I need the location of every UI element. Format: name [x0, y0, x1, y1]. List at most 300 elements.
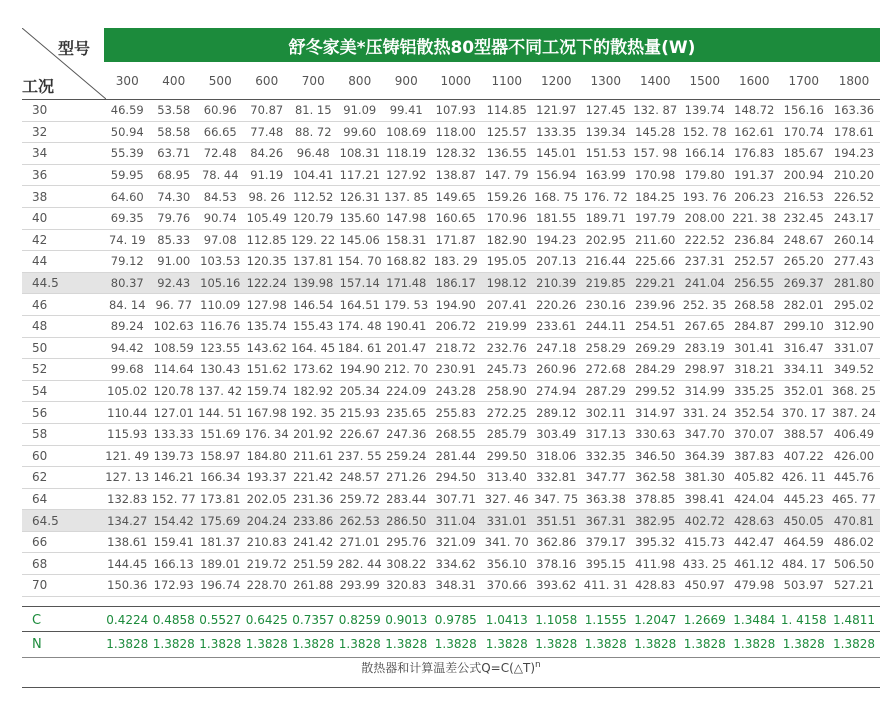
- column-header: 300: [115, 73, 139, 88]
- table-cell: 120.79: [293, 211, 334, 226]
- table-cell: 50.94: [110, 124, 144, 139]
- table-cell: 235.65: [386, 405, 427, 420]
- table-cell: 219.72: [246, 556, 287, 571]
- table-cell: 84.26: [250, 146, 284, 161]
- table-cell: 154.42: [153, 513, 194, 528]
- table-cell: 241.42: [293, 535, 334, 550]
- column-header: 1500: [689, 73, 721, 88]
- table-cell: 368. 25: [832, 384, 876, 399]
- coef-cell: 1.3828: [199, 637, 242, 651]
- table-cell: 99.41: [389, 103, 423, 118]
- table-cell: 465. 77: [832, 491, 876, 506]
- table-cell: 200.94: [783, 168, 824, 183]
- coef-cell: 1.0413: [485, 613, 528, 627]
- column-header: 500: [208, 73, 232, 88]
- table-cell: 189.71: [585, 211, 626, 226]
- table-cell: 121.97: [536, 103, 577, 118]
- table-cell: 185.67: [783, 146, 824, 161]
- table-cell: 256.55: [734, 276, 775, 291]
- table-row: [22, 251, 880, 273]
- table-cell: 129. 22: [291, 232, 336, 247]
- table-cell: 428.83: [635, 578, 676, 593]
- bottom-rule: [22, 687, 880, 688]
- table-cell: 261.88: [293, 578, 334, 593]
- table-cell: 104.41: [293, 168, 334, 183]
- table-cell: 144. 51: [198, 405, 243, 420]
- coef-cell: 0.4858: [152, 613, 195, 627]
- table-cell: 406.49: [833, 427, 875, 442]
- table-cell: 314.97: [635, 405, 676, 420]
- table-cell: 381.30: [684, 470, 725, 485]
- table-cell: 89.24: [110, 319, 144, 334]
- table-cell: 237.31: [684, 254, 725, 269]
- table-cell: 126.31: [339, 189, 380, 204]
- table-cell: 221.42: [293, 470, 334, 485]
- table-cell: 90.74: [203, 211, 237, 226]
- table-cell: 285.79: [486, 427, 527, 442]
- table-cell: 130.43: [200, 362, 241, 377]
- table-cell: 170.74: [783, 124, 824, 139]
- table-cell: 158.31: [386, 232, 427, 247]
- column-header: 700: [301, 73, 325, 88]
- table-cell: 334.11: [783, 362, 824, 377]
- table-cell: 137. 85: [384, 189, 429, 204]
- table-cell: 211.60: [635, 232, 676, 247]
- table-cell: 133.33: [153, 427, 194, 442]
- table-cell: 55.39: [110, 146, 144, 161]
- table-cell: 348.31: [435, 578, 476, 593]
- table-cell: 363.38: [585, 491, 626, 506]
- table-cell: 143.62: [246, 340, 287, 355]
- coef-cell: 0.9013: [385, 613, 428, 627]
- table-cell: 186.17: [435, 276, 476, 291]
- coef-cell: 1.1555: [584, 613, 627, 627]
- table-cell: 105.02: [107, 384, 148, 399]
- table-cell: 211.61: [293, 448, 334, 463]
- coef-row-n: [22, 632, 880, 656]
- table-cell: 320.83: [386, 578, 427, 593]
- row-condition-label: 36: [32, 168, 48, 183]
- table-cell: 166.13: [153, 556, 194, 571]
- row-condition-label: 54: [32, 384, 48, 399]
- table-cell: 248.67: [783, 232, 824, 247]
- table-cell: 284.29: [635, 362, 676, 377]
- table-cell: 148.72: [734, 103, 775, 118]
- table-cell: 251.59: [293, 556, 334, 571]
- table-cell: 190.41: [386, 319, 427, 334]
- condition-header-label: 工况: [22, 77, 55, 96]
- table-cell: 274.94: [536, 384, 577, 399]
- table-cell: 415.73: [684, 535, 725, 550]
- table-row: [22, 143, 880, 165]
- table-cell: 484. 17: [781, 556, 826, 571]
- table-cell: 184. 61: [337, 340, 382, 355]
- coef-cell: 1.3828: [733, 637, 776, 651]
- table-cell: 248.57: [339, 470, 380, 485]
- table-row: [22, 359, 880, 381]
- table-cell: 210.20: [833, 168, 875, 183]
- table-cell: 362.86: [536, 535, 577, 550]
- table-cell: 118.00: [435, 124, 476, 139]
- table-cell: 108.59: [153, 340, 194, 355]
- row-condition-label: 32: [32, 124, 48, 139]
- table-cell: 247.36: [386, 427, 427, 442]
- table-cell: 135.74: [246, 319, 287, 334]
- table-cell: 283.44: [386, 491, 427, 506]
- table-cell: 159.26: [486, 189, 527, 204]
- table-cell: 164. 45: [291, 340, 336, 355]
- table-cell: 327. 46: [484, 491, 529, 506]
- row-condition-label: 56: [32, 405, 48, 420]
- table-cell: 98. 26: [248, 189, 286, 204]
- table-cell: 94.42: [110, 340, 144, 355]
- table-cell: 398.41: [684, 491, 725, 506]
- table-cell: 347. 75: [534, 491, 579, 506]
- table-cell: 268.55: [435, 427, 476, 442]
- table-cell: 299.50: [486, 448, 527, 463]
- row-condition-label: 46: [32, 297, 48, 312]
- table-row: [22, 208, 880, 230]
- table-cell: 294.50: [435, 470, 476, 485]
- table-cell: 136.55: [486, 146, 527, 161]
- table-cell: 183. 29: [433, 254, 478, 269]
- table-cell: 387. 24: [832, 405, 876, 420]
- table-row: [22, 553, 880, 575]
- table-cell: 168.82: [386, 254, 427, 269]
- table-cell: 149.65: [435, 189, 476, 204]
- table-cell: 252.57: [734, 254, 775, 269]
- table-cell: 245.73: [486, 362, 527, 377]
- table-cell: 318.06: [536, 448, 577, 463]
- table-cell: 70.87: [250, 103, 284, 118]
- table-cell: 445.76: [833, 470, 875, 485]
- table-cell: 461.12: [734, 556, 775, 571]
- formula-caption: [22, 659, 880, 676]
- table-cell: 152. 78: [682, 124, 727, 139]
- table-cell: 293.99: [339, 578, 380, 593]
- coef-cell: 0.6425: [245, 613, 288, 627]
- table-cell: 379.17: [585, 535, 626, 550]
- table-cell: 178.61: [833, 124, 875, 139]
- table-cell: 393.62: [536, 578, 577, 593]
- table-cell: 349.52: [833, 362, 875, 377]
- table-cell: 182.90: [486, 232, 527, 247]
- table-cell: 395.32: [635, 535, 676, 550]
- table-cell: 145.01: [536, 146, 577, 161]
- table-row: [22, 424, 880, 446]
- table-cell: 247.18: [536, 340, 577, 355]
- table-cell: 225.66: [635, 254, 676, 269]
- table-cell: 244.11: [585, 319, 626, 334]
- table-cell: 127.92: [386, 168, 427, 183]
- table-cell: 219.99: [486, 319, 527, 334]
- table-cell: 312.90: [833, 319, 875, 334]
- row-condition-label: 30: [32, 103, 48, 118]
- table-cell: 506.50: [833, 556, 875, 571]
- table-cell: 330.63: [635, 427, 676, 442]
- table-cell: 114.85: [486, 103, 527, 118]
- table-cell: 286.50: [386, 513, 427, 528]
- table-cell: 137. 42: [198, 384, 243, 399]
- table-cell: 156.94: [536, 168, 577, 183]
- table-cell: 64.60: [110, 189, 144, 204]
- table-cell: 405.82: [734, 470, 775, 485]
- table-cell: 163.36: [833, 103, 875, 118]
- table-cell: 72.48: [203, 146, 237, 161]
- table-cell: 362.58: [635, 470, 676, 485]
- table-cell: 172.93: [153, 578, 194, 593]
- table-cell: 272.25: [486, 405, 527, 420]
- table-cell: 194.90: [435, 297, 476, 312]
- table-cell: 230.91: [435, 362, 476, 377]
- table-cell: 166.34: [200, 470, 241, 485]
- column-header: 600: [255, 73, 279, 88]
- table-cell: 260.96: [536, 362, 577, 377]
- table-cell: 110.09: [200, 297, 241, 312]
- table-cell: 125.57: [486, 124, 527, 139]
- table-cell: 282. 44: [337, 556, 382, 571]
- table-cell: 255.83: [435, 405, 476, 420]
- table-cell: 233.86: [293, 513, 334, 528]
- table-cell: 314.99: [684, 384, 725, 399]
- table-cell: 302.11: [585, 405, 626, 420]
- table-cell: 99.68: [110, 362, 144, 377]
- table-row: [22, 294, 880, 316]
- table-row: [22, 122, 880, 144]
- table-cell: 198.12: [486, 276, 527, 291]
- table-cell: 252. 35: [682, 297, 727, 312]
- table-row: [22, 467, 880, 489]
- table-cell: 122.24: [246, 276, 287, 291]
- table-cell: 103.53: [200, 254, 241, 269]
- table-cell: 283.19: [684, 340, 725, 355]
- table-cell: 395.15: [585, 556, 626, 571]
- table-cell: 259.24: [386, 448, 427, 463]
- table-cell: 158.97: [200, 448, 241, 463]
- table-cell: 96. 77: [155, 297, 193, 312]
- coef-row-c: [22, 608, 880, 632]
- table-cell: 157.14: [339, 276, 380, 291]
- table-cell: 147.98: [386, 211, 427, 226]
- table-cell: 176. 34: [244, 427, 289, 442]
- formula-text: 散热器和计算温差公式Q=C(△T): [361, 661, 536, 675]
- row-condition-label: 44: [32, 254, 48, 269]
- table-cell: 152. 77: [151, 491, 196, 506]
- table-cell: 295.76: [386, 535, 427, 550]
- table-cell: 127.98: [246, 297, 287, 312]
- table-cell: 341. 70: [484, 535, 529, 550]
- table-cell: 303.49: [536, 427, 577, 442]
- table-cell: 271.01: [339, 535, 380, 550]
- table-cell: 123.55: [200, 340, 241, 355]
- table-cell: 127.01: [153, 405, 194, 420]
- table-cell: 347.70: [684, 427, 725, 442]
- table-cell: 107.93: [435, 103, 476, 118]
- table-cell: 145.06: [339, 232, 380, 247]
- coef-divider-bottom: [22, 657, 880, 658]
- table-cell: 313.40: [486, 470, 527, 485]
- table-cell: 289.12: [536, 405, 577, 420]
- table-cell: 112.85: [246, 232, 287, 247]
- table-cell: 259.72: [339, 491, 380, 506]
- table-cell: 243.28: [435, 384, 476, 399]
- coef-cell: 1.3828: [106, 637, 149, 651]
- table-cell: 367.31: [585, 513, 626, 528]
- row-condition-label: 50: [32, 340, 48, 355]
- column-header: 1700: [788, 73, 820, 88]
- table-cell: 108.69: [386, 124, 427, 139]
- table-cell: 91.19: [250, 168, 284, 183]
- table-cell: 173.62: [293, 362, 334, 377]
- coef-cell: 1.4811: [833, 613, 875, 627]
- table-cell: 445.23: [783, 491, 824, 506]
- table-cell: 331.01: [486, 513, 527, 528]
- table-cell: 231.36: [293, 491, 334, 506]
- table-cell: 74.30: [157, 189, 191, 204]
- table-cell: 308.22: [386, 556, 427, 571]
- table-cell: 407.22: [783, 448, 824, 463]
- table-cell: 233.61: [536, 319, 577, 334]
- table-cell: 135.60: [339, 211, 380, 226]
- table-cell: 206.72: [435, 319, 476, 334]
- table-cell: 181.55: [536, 211, 577, 226]
- table-cell: 470.81: [833, 513, 875, 528]
- coef-cell: 1.3828: [683, 637, 726, 651]
- table-cell: 184.80: [246, 448, 287, 463]
- column-header: 1600: [738, 73, 770, 88]
- table-cell: 352.54: [734, 405, 775, 420]
- table-cell: 262.53: [339, 513, 380, 528]
- table-cell: 179. 53: [384, 297, 429, 312]
- row-condition-label: 68: [32, 556, 48, 571]
- table-cell: 426. 11: [781, 470, 826, 485]
- table-cell: 220.26: [536, 297, 577, 312]
- table-cell: 426.00: [833, 448, 875, 463]
- table-cell: 155.43: [293, 319, 334, 334]
- table-cell: 331. 24: [682, 405, 727, 420]
- table-cell: 258.90: [486, 384, 527, 399]
- table-cell: 170.98: [635, 168, 676, 183]
- table-cell: 132.83: [107, 491, 148, 506]
- table-cell: 112.52: [293, 189, 334, 204]
- coef-cell: 1.3484: [733, 613, 776, 627]
- table-cell: 133.35: [536, 124, 577, 139]
- column-header: 1100: [491, 73, 523, 88]
- table-cell: 115.93: [107, 427, 148, 442]
- table-cell: 503.97: [783, 578, 824, 593]
- table-cell: 237. 55: [337, 448, 382, 463]
- table-cell: 332.35: [585, 448, 626, 463]
- table-cell: 166.14: [684, 146, 725, 161]
- table-cell: 230.16: [585, 297, 626, 312]
- table-cell: 212. 70: [384, 362, 429, 377]
- table-row: [22, 446, 880, 468]
- table-row: [22, 316, 880, 338]
- table-cell: 193.37: [246, 470, 287, 485]
- table-cell: 184.25: [635, 189, 676, 204]
- coef-cell: 1.3828: [385, 637, 428, 651]
- coef-cell: 1.1058: [535, 613, 578, 627]
- table-cell: 80.37: [110, 276, 144, 291]
- coef-cell: 1.3828: [634, 637, 677, 651]
- table-cell: 88. 72: [294, 124, 332, 139]
- table-cell: 378.16: [536, 556, 577, 571]
- table-cell: 486.02: [833, 535, 875, 550]
- coef-cell: 0.8259: [338, 613, 381, 627]
- table-cell: 388.57: [783, 427, 824, 442]
- table-cell: 182.92: [293, 384, 334, 399]
- table-cell: 96.48: [296, 146, 330, 161]
- table-row: [22, 402, 880, 424]
- coef-cell: 1. 4158: [780, 613, 827, 627]
- table-cell: 77.48: [250, 124, 284, 139]
- table-cell: 79.12: [110, 254, 144, 269]
- table-cell: 232.76: [486, 340, 527, 355]
- coef-cell: 0.5527: [199, 613, 242, 627]
- table-cell: 117.21: [339, 168, 380, 183]
- table-cell: 370.66: [486, 578, 527, 593]
- row-condition-label: 34: [32, 146, 48, 161]
- coef-cell: 1.3828: [485, 637, 528, 651]
- table-cell: 84.53: [203, 189, 237, 204]
- table-cell: 144.45: [107, 556, 148, 571]
- table-cell: 191.37: [734, 168, 775, 183]
- table-cell: 128.32: [435, 146, 476, 161]
- table-cell: 150.36: [107, 578, 148, 593]
- row-condition-label: 38: [32, 189, 48, 204]
- table-cell: 277.43: [833, 254, 875, 269]
- table-cell: 268.58: [734, 297, 775, 312]
- table-cell: 146.21: [153, 470, 194, 485]
- table-cell: 307.71: [435, 491, 476, 506]
- table-cell: 46.59: [110, 103, 144, 118]
- table-row: [22, 230, 880, 252]
- coef-label: N: [32, 636, 42, 652]
- table-cell: 181.37: [200, 535, 241, 550]
- table-cell: 146.54: [293, 297, 334, 312]
- row-condition-label: 48: [32, 319, 48, 334]
- table-cell: 356.10: [486, 556, 527, 571]
- table-row: [22, 100, 880, 122]
- column-header: 400: [162, 73, 186, 88]
- coef-cell: 1.3828: [833, 637, 875, 651]
- table-cell: 139.98: [293, 276, 334, 291]
- coef-label: C: [32, 612, 42, 628]
- table-cell: 265.20: [783, 254, 824, 269]
- table-cell: 402.72: [684, 513, 725, 528]
- table-cell: 232.45: [783, 211, 824, 226]
- table-cell: 207.41: [486, 297, 527, 312]
- table-cell: 317.13: [585, 427, 626, 442]
- table-cell: 335.25: [734, 384, 775, 399]
- table-cell: 195.05: [486, 254, 527, 269]
- row-condition-label: 64.5: [32, 513, 59, 528]
- table-cell: 160.65: [435, 211, 476, 226]
- table-cell: 334.62: [435, 556, 476, 571]
- table-cell: 132. 87: [633, 103, 678, 118]
- table-cell: 269.29: [635, 340, 676, 355]
- table-cell: 105.49: [246, 211, 287, 226]
- table-cell: 216.53: [783, 189, 824, 204]
- table-cell: 284.87: [734, 319, 775, 334]
- table-cell: 219.85: [585, 276, 626, 291]
- table-cell: 351.51: [536, 513, 577, 528]
- table-cell: 69.35: [110, 211, 144, 226]
- table-cell: 108.31: [339, 146, 380, 161]
- table-cell: 159.74: [246, 384, 287, 399]
- table-cell: 228.70: [246, 578, 287, 593]
- table-cell: 221. 38: [732, 211, 777, 226]
